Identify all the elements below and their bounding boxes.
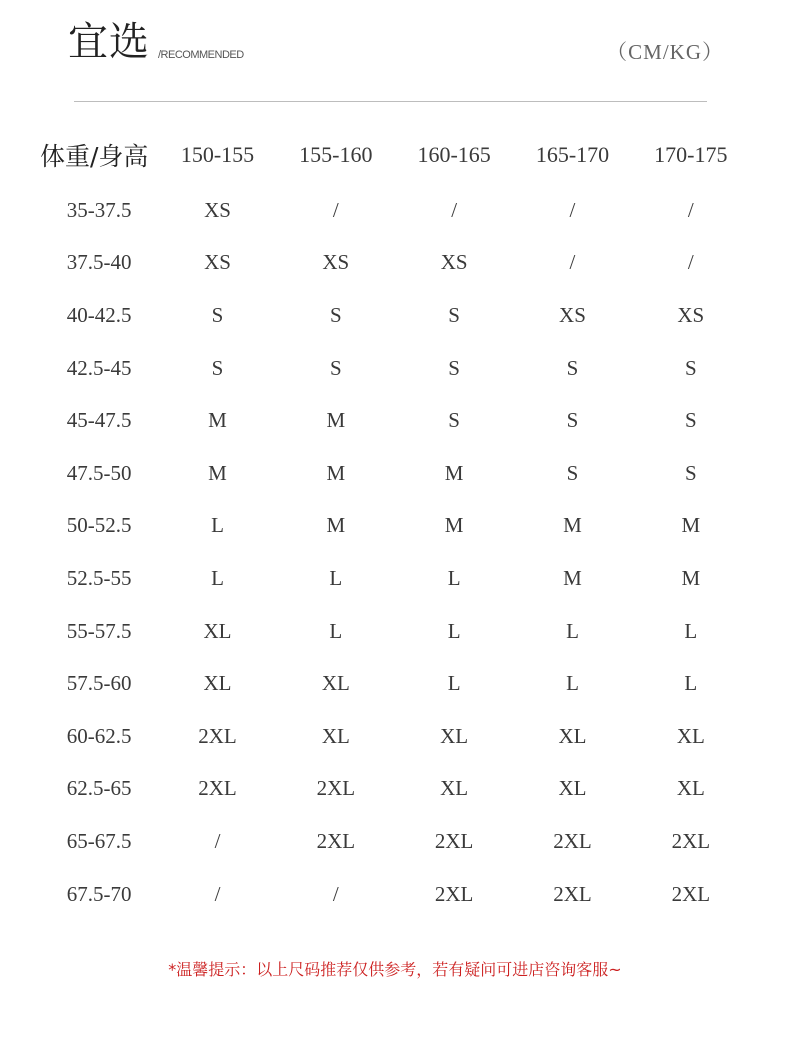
size-cell: M — [326, 408, 346, 433]
size-cell: S — [566, 408, 579, 433]
table-row — [40, 657, 750, 710]
size-cell: 2XL — [316, 776, 356, 801]
size-cell: L — [447, 618, 461, 643]
size-cell: L — [329, 618, 343, 643]
size-cell: XL — [440, 776, 469, 801]
table-row — [40, 447, 750, 500]
size-cell: XL — [440, 723, 469, 748]
size-cell: XL — [558, 776, 587, 801]
size-cell: M — [444, 460, 464, 485]
size-cell: M — [326, 513, 346, 538]
size-cell: S — [448, 302, 460, 327]
size-cell: XS — [204, 250, 231, 275]
size-cell: 2XL — [553, 828, 592, 853]
size-cell: 2XL — [434, 881, 474, 906]
weight-range-cell: 67.5-70 — [66, 881, 132, 906]
size-cell: / — [214, 881, 221, 906]
size-cell: S — [684, 355, 697, 380]
table-row — [40, 552, 750, 605]
size-cell: S — [566, 460, 579, 485]
size-cell: M — [208, 460, 227, 485]
page-title: 宜选 — [68, 19, 150, 65]
size-cell: S — [448, 408, 460, 433]
unit-label: （CM/KG） — [606, 40, 724, 64]
table-row — [40, 184, 750, 237]
size-cell: 2XL — [434, 828, 474, 853]
weight-range-cell: 57.5-60 — [66, 671, 132, 696]
size-cell: L — [447, 671, 461, 696]
size-cell: M — [444, 513, 464, 538]
size-cell: L — [684, 618, 698, 643]
header — [0, 0, 790, 110]
weight-range-cell: 62.5-65 — [66, 776, 132, 801]
weight-range-cell: 47.5-50 — [66, 460, 132, 485]
height-column-header: 160-165 — [417, 142, 491, 167]
table-row — [40, 500, 750, 553]
table-row — [40, 868, 750, 921]
size-cell: M — [208, 408, 227, 433]
table-row — [40, 394, 750, 447]
size-cell: L — [566, 671, 579, 696]
size-cell: XL — [321, 723, 350, 748]
table-row — [40, 237, 750, 290]
size-chart-table — [40, 126, 750, 920]
size-cell: S — [211, 302, 224, 327]
height-column-header: 170-175 — [654, 142, 728, 167]
size-cell: M — [326, 460, 346, 485]
size-cell: / — [332, 197, 339, 222]
size-cell: L — [447, 565, 461, 590]
size-cell: 2XL — [671, 828, 711, 853]
size-cell: M — [563, 513, 582, 538]
table-row — [40, 342, 750, 395]
size-cell: 2XL — [671, 881, 711, 906]
size-cell: 2XL — [553, 881, 592, 906]
table-row — [40, 605, 750, 658]
weight-range-cell: 42.5-45 — [66, 355, 132, 380]
weight-range-cell: 40-42.5 — [66, 302, 132, 327]
weight-range-cell: 37.5-40 — [66, 250, 132, 275]
table-row — [40, 815, 750, 868]
weight-range-cell: 52.5-55 — [66, 565, 132, 590]
table-row — [40, 289, 750, 342]
size-cell: M — [681, 513, 701, 538]
size-cell: XL — [321, 671, 350, 696]
size-cell: / — [687, 250, 694, 275]
size-cell: M — [563, 565, 582, 590]
size-cell: 2XL — [316, 828, 356, 853]
size-cell: / — [569, 250, 576, 275]
table-header — [40, 126, 750, 184]
header-divider — [74, 101, 707, 102]
height-column-header: 155-160 — [299, 142, 373, 167]
size-cell: XS — [322, 250, 350, 275]
warm-tip-note: *温馨提示：以上尺码推荐仅供参考，若有疑问可进店咨询客服~ — [168, 960, 622, 979]
size-cell: 2XL — [198, 776, 237, 801]
table-row — [40, 763, 750, 816]
size-cell: L — [329, 565, 343, 590]
size-cell: XS — [204, 197, 231, 222]
size-cell: S — [329, 302, 342, 327]
size-cell: XL — [203, 618, 232, 643]
size-cell: 2XL — [198, 723, 237, 748]
weight-range-cell: 35-37.5 — [66, 197, 132, 222]
size-cell: / — [332, 881, 339, 906]
size-cell: XS — [559, 302, 586, 327]
page-subtitle: /RECOMMENDED — [158, 49, 244, 61]
size-cell: S — [684, 408, 697, 433]
size-cell: XS — [440, 250, 468, 275]
size-cell: S — [566, 355, 579, 380]
size-cell: XL — [558, 723, 587, 748]
height-column-header: 150-155 — [180, 142, 255, 167]
table-row — [40, 710, 750, 763]
size-cell: XS — [677, 302, 705, 327]
size-cell: L — [211, 513, 224, 538]
table-body — [40, 184, 750, 920]
weight-range-cell: 65-67.5 — [66, 828, 132, 853]
size-cell: L — [566, 618, 579, 643]
weight-range-cell: 50-52.5 — [66, 513, 132, 538]
size-cell: XL — [676, 776, 705, 801]
size-cell: XL — [676, 723, 705, 748]
size-cell: S — [211, 355, 224, 380]
size-cell: L — [684, 671, 698, 696]
size-cell: S — [684, 460, 697, 485]
size-cell: L — [211, 565, 224, 590]
corner-label: 体重/身高 — [40, 142, 149, 171]
weight-range-cell: 55-57.5 — [66, 618, 132, 643]
header-row — [40, 126, 750, 184]
size-cell: / — [451, 197, 458, 222]
size-cell: S — [329, 355, 342, 380]
weight-range-cell: 45-47.5 — [66, 408, 132, 433]
size-cell: / — [687, 197, 694, 222]
size-cell: / — [214, 828, 221, 853]
size-cell: M — [681, 565, 701, 590]
size-cell: S — [448, 355, 460, 380]
size-cell: / — [569, 197, 576, 222]
size-cell: XL — [203, 671, 232, 696]
height-column-header: 165-170 — [535, 142, 610, 167]
weight-range-cell: 60-62.5 — [66, 723, 132, 748]
